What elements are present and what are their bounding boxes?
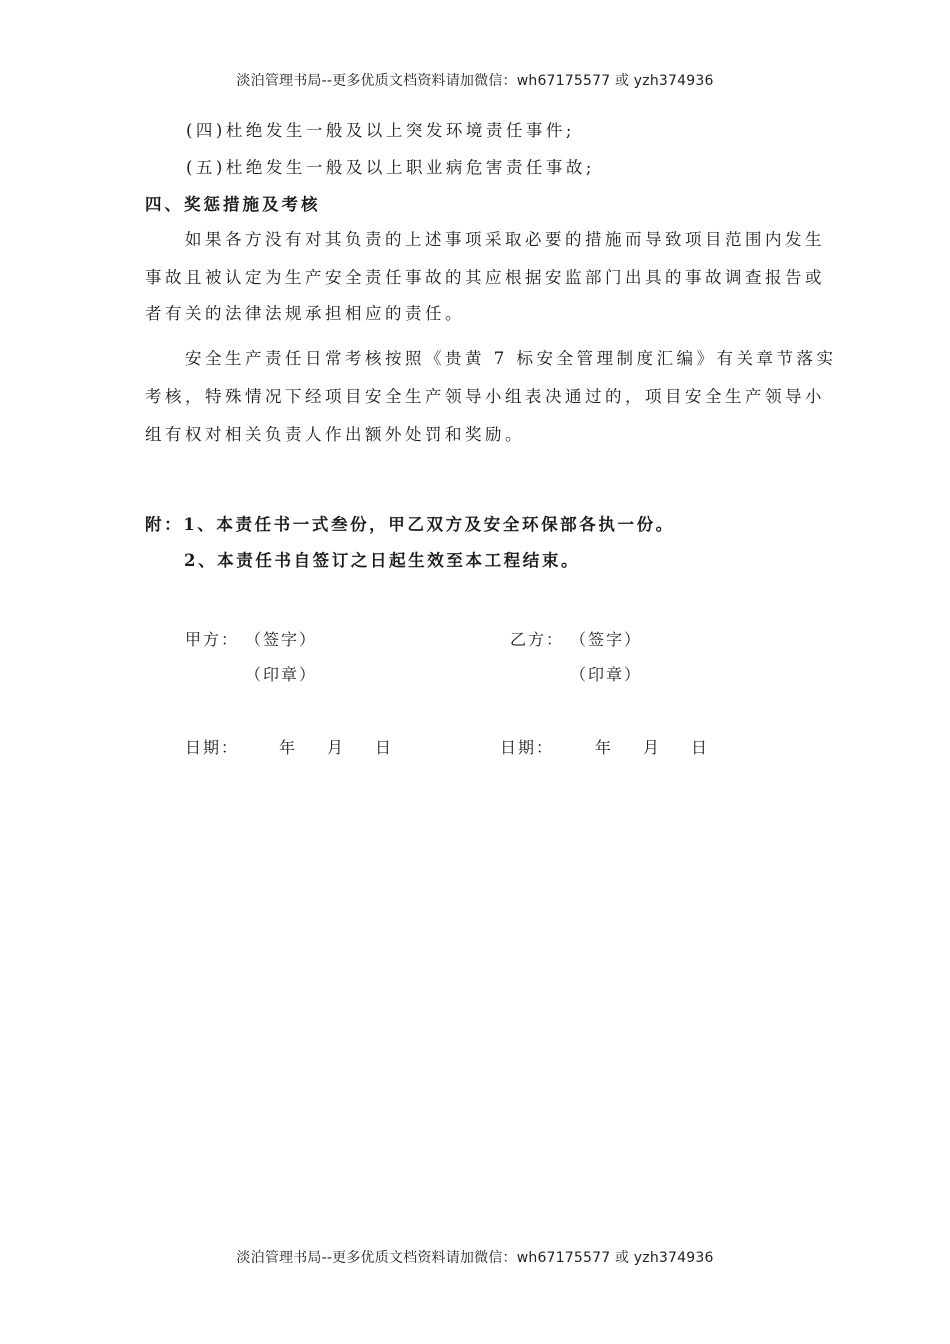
page-footer-watermark: 淡泊管理书局--更多优质文档资料请加微信：wh67175577 或 yzh374936 — [236, 1250, 714, 1266]
party-a-label: 甲方： — [185, 630, 240, 649]
party-b-year: 年 — [595, 738, 614, 757]
paragraph-line: 安全生产责任日常考核按照《贵黄 7 标安全管理制度汇编》有关章节落实 — [185, 349, 837, 368]
party-a-month: 月 — [327, 738, 346, 757]
party-b-month: 月 — [643, 738, 662, 757]
party-b-sign: （签字） — [570, 630, 643, 649]
paragraph-line: 如果各方没有对其负责的上述事项采取必要的措施而导致项目范围内发生 — [185, 230, 825, 249]
party-a-year: 年 — [279, 738, 298, 757]
list-item-4: (四)杜绝发生一般及以上突发环境责任事件; — [186, 121, 575, 140]
page-header-watermark: 淡泊管理书局--更多优质文档资料请加微信：wh67175577 或 yzh374936 — [236, 73, 714, 89]
party-a-date-label: 日期： — [185, 738, 240, 757]
party-a-sign: （签字） — [245, 630, 318, 649]
list-item-5: (五)杜绝发生一般及以上职业病危害责任事故; — [186, 158, 595, 177]
party-a-seal: （印章） — [245, 665, 318, 684]
section-heading: 四、奖惩措施及考核 — [145, 195, 321, 214]
paragraph-line: 事故且被认定为生产安全责任事故的其应根据安监部门出具的事故调查报告或 — [145, 268, 825, 287]
party-a-day: 日 — [375, 738, 394, 757]
party-b-label: 乙方： — [510, 630, 565, 649]
appendix-line-2: 2、本责任书自签订之日起生效至本工程结束。 — [184, 551, 581, 570]
paragraph-line: 组有权对相关负责人作出额外处罚和奖励。 — [145, 425, 525, 444]
party-b-day: 日 — [691, 738, 710, 757]
paragraph-line: 者有关的法律法规承担相应的责任。 — [145, 304, 465, 323]
party-b-date-label: 日期： — [500, 738, 555, 757]
party-b-seal: （印章） — [570, 665, 643, 684]
appendix-line-1: 附：1、本责任书一式叁份，甲乙双方及安全环保部各执一份。 — [145, 515, 675, 534]
paragraph-line: 考核，特殊情况下经项目安全生产领导小组表决通过的，项目安全生产领导小 — [145, 387, 825, 406]
